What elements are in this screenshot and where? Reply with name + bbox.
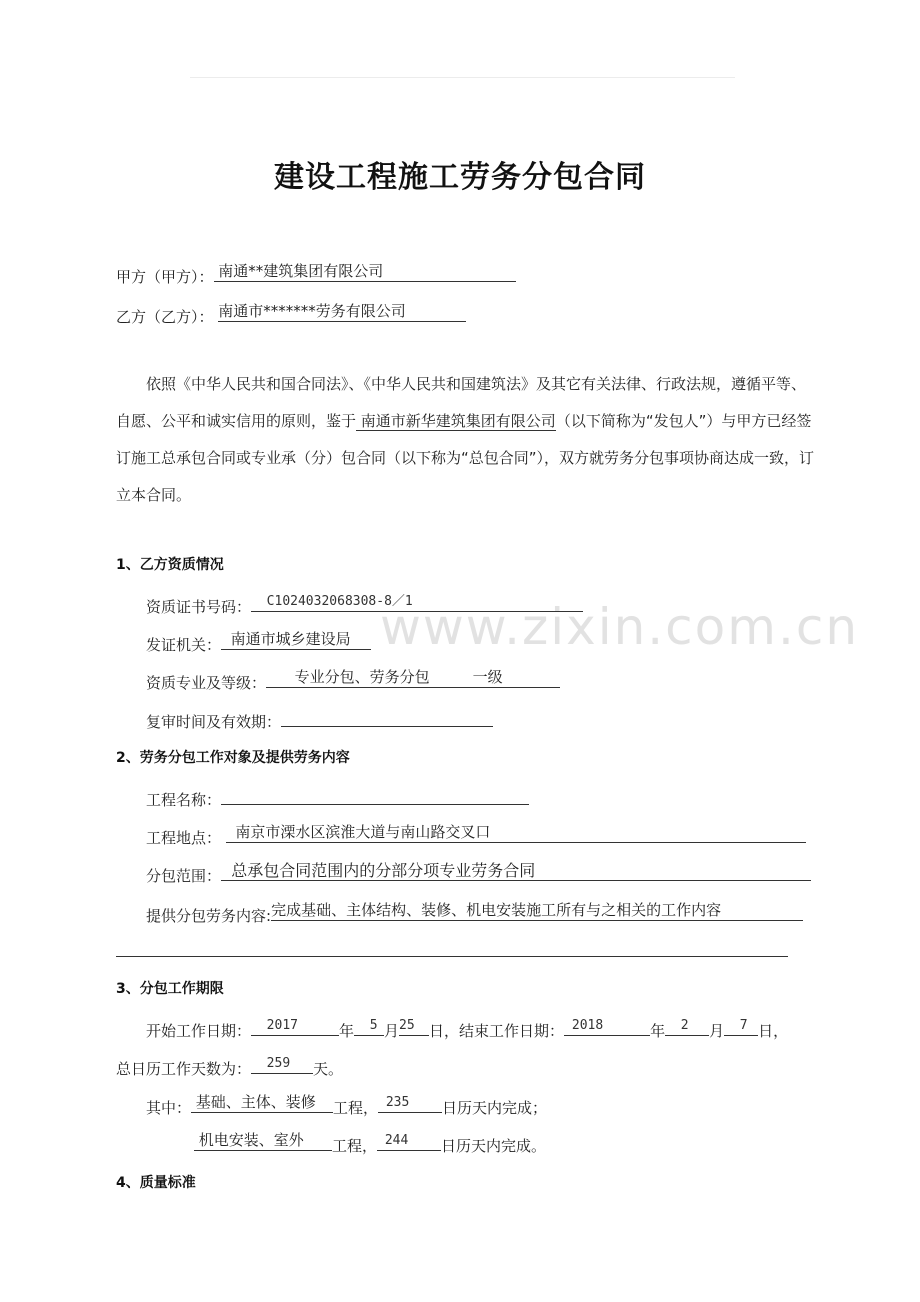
period-line: 开始工作日期： 2017 年 5 月25 日，结束工作日期： 2018 年 2 月 7 日， xyxy=(146,1018,789,1040)
section-4-heading: 4、质量标准 xyxy=(116,1175,196,1191)
item2-days: 244 xyxy=(377,1131,441,1151)
total-days: 259 xyxy=(251,1054,313,1074)
content-continuation-rule xyxy=(116,956,788,957)
end-year: 2018 xyxy=(564,1016,650,1036)
review-value xyxy=(281,707,493,727)
item2-name: 机电安装、室外 xyxy=(194,1131,332,1151)
location-line: 工程地点： 南京市溧水区滨淮大道与南山路交叉口 xyxy=(146,823,806,848)
item2-line: 机电安装、室外 工程， 244 日历天内完成。 xyxy=(194,1131,546,1156)
end-month: 2 xyxy=(665,1016,709,1036)
scope-line: 分包范围： 总承包合同范围内的分部分项专业劳务合同 xyxy=(146,861,811,886)
start-month: 5 xyxy=(354,1016,384,1036)
cert-number: C1024032068308-8／1 xyxy=(251,592,583,612)
item1-line: 其中： 基础、主体、装修 工程， 235 日历天内完成； xyxy=(146,1093,548,1117)
review-line: 复审时间及有效期： xyxy=(146,707,493,732)
end-day: 7 xyxy=(724,1016,758,1036)
section-1-heading: 1、乙方资质情况 xyxy=(116,557,224,573)
start-year: 2017 xyxy=(251,1016,339,1036)
party-a-value: 南通**建筑集团有限公司 xyxy=(214,262,516,282)
item1-days: 235 xyxy=(378,1093,442,1113)
start-day: 25 xyxy=(399,1016,429,1036)
item1-name: 基础、主体、装修 xyxy=(191,1093,333,1113)
intro-paragraph: 依照《中华人民共和国合同法》、《中华人民共和国建筑法》及其它有关法律、行政法规，遵循平等、自愿、公平和诚实信用的原则，鉴于 南通市新华建筑集团有限公司（以下简称为“发包人”）与甲方已经签订施工总承包合同或专业承（分）包合同（以下称为“总包合同”），双方就劳务分包事项协商达成一致，订立本合同。 xyxy=(116,375,815,504)
grade-value: 专业分包、劳务分包 一级 xyxy=(266,668,560,688)
party-a-line xyxy=(116,262,516,287)
cert-line: 资质证书号码： C1024032068308-8／1 xyxy=(146,592,583,617)
watermark: www.zixin.com.cn xyxy=(380,598,860,656)
project-line: 工程名称： xyxy=(146,785,529,810)
content-line: 提供分包劳务内容:完成基础、主体结构、装修、机电安装施工所有与之相关的工作内容 xyxy=(146,901,803,926)
grade-line: 资质专业及等级： 专业分包、劳务分包 一级 xyxy=(146,668,560,693)
contractor-name: 南通市新华建筑集团有限公司 xyxy=(356,412,556,431)
issuer-line: 发证机关： 南通市城乡建设局 xyxy=(146,630,371,655)
party-b-label: 乙方（乙方）： xyxy=(116,308,214,326)
header-rule xyxy=(190,77,735,78)
document-title: 建设工程施工劳务分包合同 xyxy=(274,160,646,195)
section-3-heading: 3、分包工作期限 xyxy=(116,981,224,997)
project-value xyxy=(221,785,529,805)
content-value: 完成基础、主体结构、装修、机电安装施工所有与之相关的工作内容 xyxy=(271,901,803,921)
issuer-value: 南通市城乡建设局 xyxy=(221,630,371,650)
party-a-label: 甲方（甲方）： xyxy=(116,268,214,286)
scope-value: 总承包合同范围内的分部分项专业劳务合同 xyxy=(221,861,811,881)
section-2-heading: 2、劳务分包工作对象及提供劳务内容 xyxy=(116,750,350,766)
total-days-line: 总日历工作天数为： 259 天。 xyxy=(116,1056,344,1078)
location-value: 南京市溧水区滨淮大道与南山路交叉口 xyxy=(226,823,806,843)
party-b-value: 南通市*******劳务有限公司 xyxy=(218,302,466,322)
party-b-line xyxy=(116,302,466,327)
